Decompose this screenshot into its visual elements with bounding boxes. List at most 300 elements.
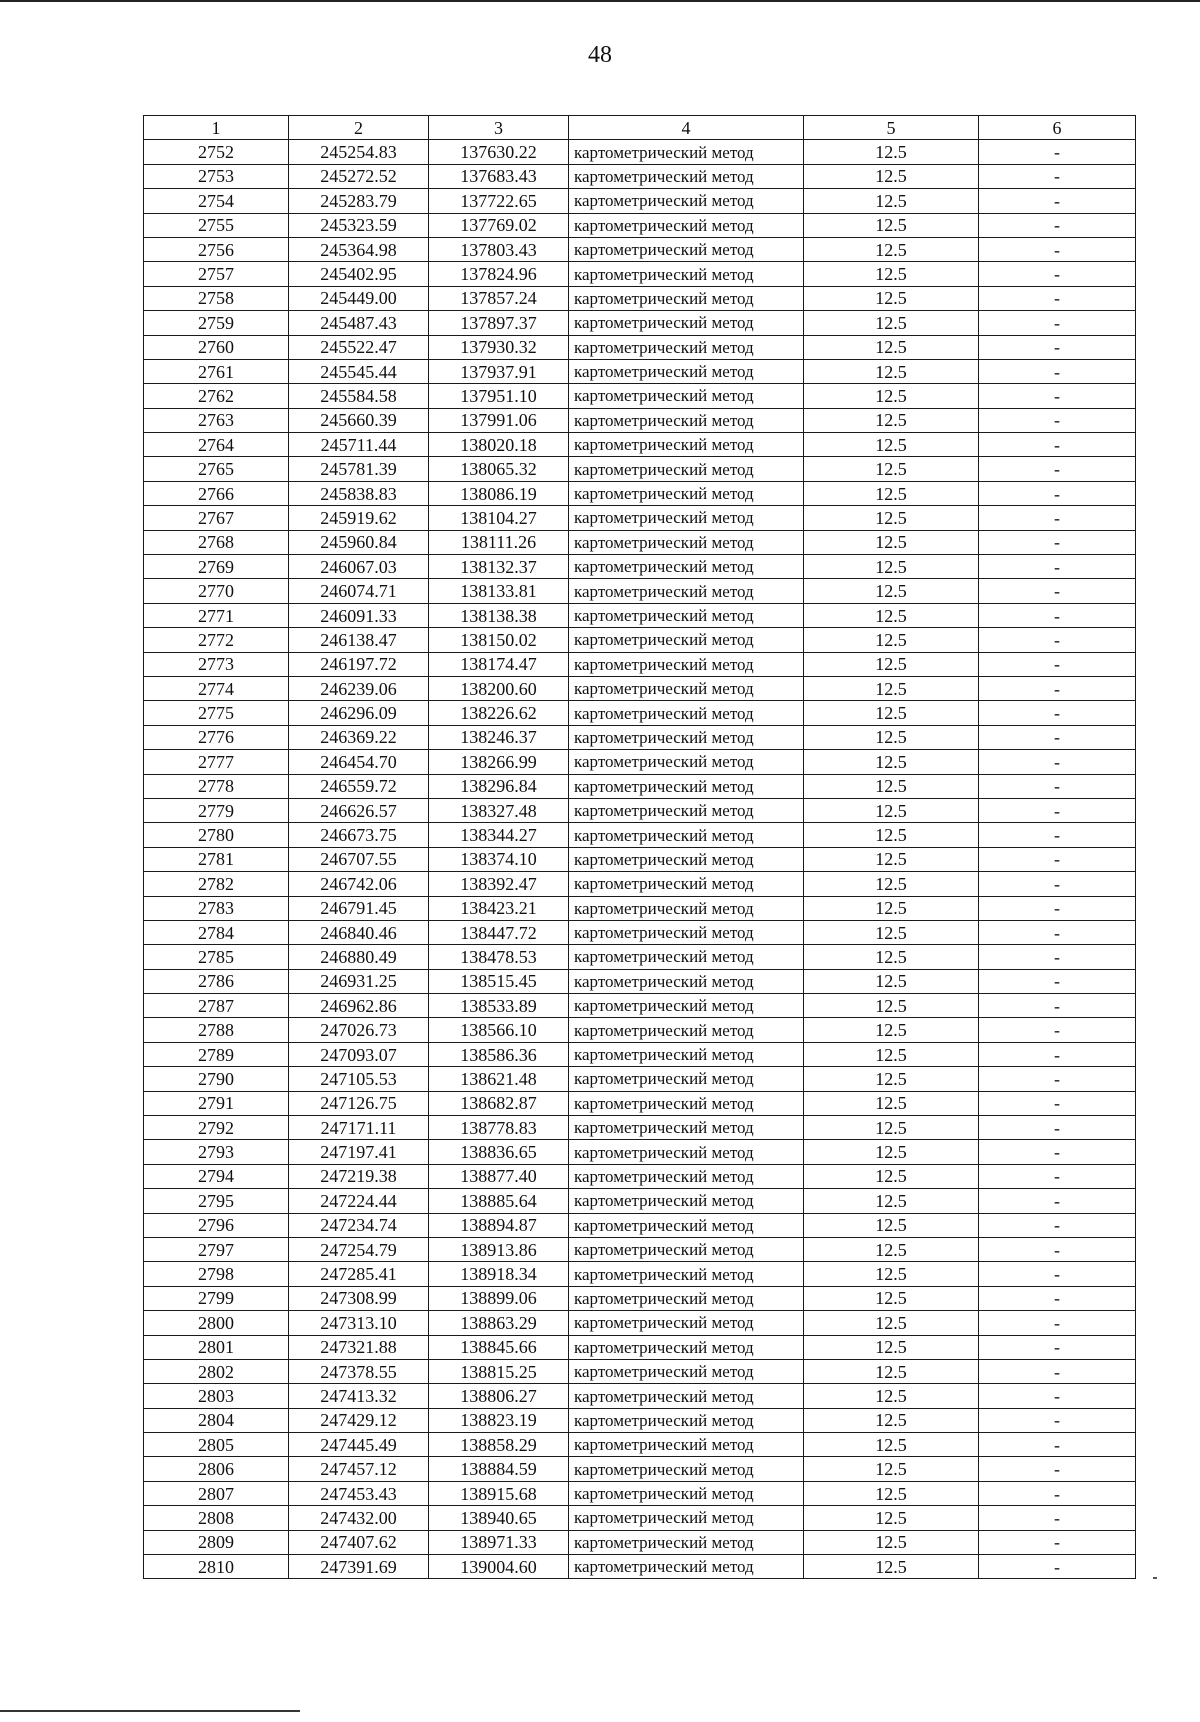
note-cell: - <box>979 213 1136 237</box>
table-row <box>144 920 1136 944</box>
table-row <box>144 189 1136 213</box>
bottom-rule <box>0 1710 300 1712</box>
point-number-cell: 2765 <box>144 457 289 481</box>
note-cell: - <box>979 725 1136 749</box>
note-cell: - <box>979 1237 1136 1261</box>
y-coordinate-cell: 138327.48 <box>429 798 569 822</box>
y-coordinate-cell: 138132.37 <box>429 555 569 579</box>
x-coordinate-cell: 246369.22 <box>289 725 429 749</box>
y-coordinate-cell: 138423.21 <box>429 896 569 920</box>
header-cell: 3 <box>429 116 569 140</box>
point-number-cell: 2762 <box>144 384 289 408</box>
method-cell: картометрический метод <box>569 481 804 505</box>
note-cell: - <box>979 750 1136 774</box>
accuracy-cell: 12.5 <box>804 1042 979 1066</box>
point-number-cell: 2777 <box>144 750 289 774</box>
accuracy-cell: 12.5 <box>804 189 979 213</box>
table-row <box>144 628 1136 652</box>
method-cell: картометрический метод <box>569 189 804 213</box>
y-coordinate-cell: 138138.38 <box>429 603 569 627</box>
x-coordinate-cell: 247285.41 <box>289 1262 429 1286</box>
note-cell: - <box>979 1067 1136 1091</box>
x-coordinate-cell: 247093.07 <box>289 1042 429 1066</box>
accuracy-cell: 12.5 <box>804 701 979 725</box>
note-cell: - <box>979 1384 1136 1408</box>
y-coordinate-cell: 138515.45 <box>429 969 569 993</box>
x-coordinate-cell: 246880.49 <box>289 945 429 969</box>
x-coordinate-cell: 246067.03 <box>289 555 429 579</box>
table-row <box>144 1433 1136 1457</box>
table-row <box>144 676 1136 700</box>
point-number-cell: 2773 <box>144 652 289 676</box>
accuracy-cell: 12.5 <box>804 1335 979 1359</box>
x-coordinate-cell: 245283.79 <box>289 189 429 213</box>
x-coordinate-cell: 247445.49 <box>289 1433 429 1457</box>
note-cell: - <box>979 652 1136 676</box>
y-coordinate-cell: 138885.64 <box>429 1189 569 1213</box>
point-number-cell: 2781 <box>144 847 289 871</box>
header-cell: 2 <box>289 116 429 140</box>
x-coordinate-cell: 246840.46 <box>289 920 429 944</box>
y-coordinate-cell: 138447.72 <box>429 920 569 944</box>
note-cell: - <box>979 237 1136 261</box>
x-coordinate-cell: 247313.10 <box>289 1311 429 1335</box>
table-row <box>144 823 1136 847</box>
method-cell: картометрический метод <box>569 1237 804 1261</box>
table-row <box>144 872 1136 896</box>
y-coordinate-cell: 137951.10 <box>429 384 569 408</box>
table-row <box>144 1018 1136 1042</box>
accuracy-cell: 12.5 <box>804 1384 979 1408</box>
note-cell: - <box>979 872 1136 896</box>
method-cell: картометрический метод <box>569 969 804 993</box>
y-coordinate-cell: 137769.02 <box>429 213 569 237</box>
accuracy-cell: 12.5 <box>804 140 979 164</box>
point-number-cell: 2809 <box>144 1530 289 1554</box>
note-cell: - <box>979 262 1136 286</box>
y-coordinate-cell: 137683.43 <box>429 164 569 188</box>
method-cell: картометрический метод <box>569 1213 804 1237</box>
y-coordinate-cell: 138621.48 <box>429 1067 569 1091</box>
table-row <box>144 1408 1136 1432</box>
point-number-cell: 2792 <box>144 1116 289 1140</box>
table-row <box>144 359 1136 383</box>
note-cell: - <box>979 994 1136 1018</box>
note-cell: - <box>979 701 1136 725</box>
method-cell: картометрический метод <box>569 1140 804 1164</box>
note-cell: - <box>979 1018 1136 1042</box>
accuracy-cell: 12.5 <box>804 920 979 944</box>
point-number-cell: 2790 <box>144 1067 289 1091</box>
method-cell: картометрический метод <box>569 555 804 579</box>
top-rule <box>0 0 1200 2</box>
x-coordinate-cell: 246138.47 <box>289 628 429 652</box>
y-coordinate-cell: 138566.10 <box>429 1018 569 1042</box>
accuracy-cell: 12.5 <box>804 1164 979 1188</box>
table-header-row <box>144 116 1136 140</box>
point-number-cell: 2783 <box>144 896 289 920</box>
note-cell: - <box>979 676 1136 700</box>
x-coordinate-cell: 247171.11 <box>289 1116 429 1140</box>
method-cell: картометрический метод <box>569 920 804 944</box>
x-coordinate-cell: 245584.58 <box>289 384 429 408</box>
point-number-cell: 2760 <box>144 335 289 359</box>
accuracy-cell: 12.5 <box>804 1506 979 1530</box>
table-row <box>144 1555 1136 1579</box>
table-row <box>144 530 1136 554</box>
accuracy-cell: 12.5 <box>804 506 979 530</box>
method-cell: картометрический метод <box>569 774 804 798</box>
note-cell: - <box>979 1311 1136 1335</box>
table-row <box>144 164 1136 188</box>
note-cell: - <box>979 1457 1136 1481</box>
note-cell: - <box>979 798 1136 822</box>
note-cell: - <box>979 311 1136 335</box>
note-cell: - <box>979 896 1136 920</box>
scan-mark <box>1153 1577 1157 1579</box>
y-coordinate-cell: 138111.26 <box>429 530 569 554</box>
method-cell: картометрический метод <box>569 1091 804 1115</box>
x-coordinate-cell: 245449.00 <box>289 286 429 310</box>
header-cell: 6 <box>979 116 1136 140</box>
y-coordinate-cell: 139004.60 <box>429 1555 569 1579</box>
y-coordinate-cell: 138374.10 <box>429 847 569 871</box>
x-coordinate-cell: 247308.99 <box>289 1286 429 1310</box>
y-coordinate-cell: 138899.06 <box>429 1286 569 1310</box>
method-cell: картометрический метод <box>569 262 804 286</box>
table-row <box>144 603 1136 627</box>
note-cell: - <box>979 140 1136 164</box>
note-cell: - <box>979 189 1136 213</box>
y-coordinate-cell: 138940.65 <box>429 1506 569 1530</box>
method-cell: картометрический метод <box>569 237 804 261</box>
note-cell: - <box>979 1555 1136 1579</box>
accuracy-cell: 12.5 <box>804 311 979 335</box>
note-cell: - <box>979 164 1136 188</box>
accuracy-cell: 12.5 <box>804 213 979 237</box>
x-coordinate-cell: 247429.12 <box>289 1408 429 1432</box>
accuracy-cell: 12.5 <box>804 1311 979 1335</box>
point-number-cell: 2806 <box>144 1457 289 1481</box>
method-cell: картометрический метод <box>569 384 804 408</box>
point-number-cell: 2766 <box>144 481 289 505</box>
note-cell: - <box>979 603 1136 627</box>
note-cell: - <box>979 1335 1136 1359</box>
table-row <box>144 286 1136 310</box>
note-cell: - <box>979 1286 1136 1310</box>
accuracy-cell: 12.5 <box>804 823 979 847</box>
table-row <box>144 725 1136 749</box>
point-number-cell: 2793 <box>144 1140 289 1164</box>
y-coordinate-cell: 138913.86 <box>429 1237 569 1261</box>
table-row <box>144 1506 1136 1530</box>
accuracy-cell: 12.5 <box>804 530 979 554</box>
y-coordinate-cell: 138533.89 <box>429 994 569 1018</box>
y-coordinate-cell: 137824.96 <box>429 262 569 286</box>
note-cell: - <box>979 1408 1136 1432</box>
page-number: 48 <box>588 42 612 68</box>
point-number-cell: 2776 <box>144 725 289 749</box>
point-number-cell: 2763 <box>144 408 289 432</box>
table-row <box>144 1359 1136 1383</box>
x-coordinate-cell: 246074.71 <box>289 579 429 603</box>
y-coordinate-cell: 137897.37 <box>429 311 569 335</box>
note-cell: - <box>979 433 1136 457</box>
accuracy-cell: 12.5 <box>804 1140 979 1164</box>
note-cell: - <box>979 1042 1136 1066</box>
method-cell: картометрический метод <box>569 359 804 383</box>
accuracy-cell: 12.5 <box>804 1408 979 1432</box>
method-cell: картометрический метод <box>569 311 804 335</box>
method-cell: картометрический метод <box>569 1433 804 1457</box>
table-row <box>144 847 1136 871</box>
point-number-cell: 2791 <box>144 1091 289 1115</box>
point-number-cell: 2754 <box>144 189 289 213</box>
y-coordinate-cell: 138200.60 <box>429 676 569 700</box>
table-row <box>144 433 1136 457</box>
note-cell: - <box>979 335 1136 359</box>
table-row <box>144 1286 1136 1310</box>
point-number-cell: 2779 <box>144 798 289 822</box>
table-row <box>144 457 1136 481</box>
note-cell: - <box>979 359 1136 383</box>
table-row <box>144 579 1136 603</box>
point-number-cell: 2787 <box>144 994 289 1018</box>
x-coordinate-cell: 246791.45 <box>289 896 429 920</box>
y-coordinate-cell: 138823.19 <box>429 1408 569 1432</box>
method-cell: картометрический метод <box>569 530 804 554</box>
point-number-cell: 2794 <box>144 1164 289 1188</box>
table-row <box>144 701 1136 725</box>
table-row <box>144 896 1136 920</box>
x-coordinate-cell: 245919.62 <box>289 506 429 530</box>
x-coordinate-cell: 247413.32 <box>289 1384 429 1408</box>
table-row <box>144 1091 1136 1115</box>
note-cell: - <box>979 1091 1136 1115</box>
point-number-cell: 2799 <box>144 1286 289 1310</box>
accuracy-cell: 12.5 <box>804 652 979 676</box>
note-cell: - <box>979 530 1136 554</box>
table-row <box>144 384 1136 408</box>
table-row <box>144 1335 1136 1359</box>
x-coordinate-cell: 246707.55 <box>289 847 429 871</box>
note-cell: - <box>979 1213 1136 1237</box>
x-coordinate-cell: 246931.25 <box>289 969 429 993</box>
accuracy-cell: 12.5 <box>804 798 979 822</box>
y-coordinate-cell: 137937.91 <box>429 359 569 383</box>
table-row <box>144 262 1136 286</box>
method-cell: картометрический метод <box>569 1384 804 1408</box>
note-cell: - <box>979 555 1136 579</box>
note-cell: - <box>979 1433 1136 1457</box>
coordinates-table <box>143 115 1136 1579</box>
accuracy-cell: 12.5 <box>804 457 979 481</box>
x-coordinate-cell: 245838.83 <box>289 481 429 505</box>
x-coordinate-cell: 246559.72 <box>289 774 429 798</box>
accuracy-cell: 12.5 <box>804 1116 979 1140</box>
method-cell: картометрический метод <box>569 945 804 969</box>
accuracy-cell: 12.5 <box>804 408 979 432</box>
method-cell: картометрический метод <box>569 1457 804 1481</box>
table-row <box>144 1481 1136 1505</box>
x-coordinate-cell: 247219.38 <box>289 1164 429 1188</box>
point-number-cell: 2758 <box>144 286 289 310</box>
table-row <box>144 1116 1136 1140</box>
point-number-cell: 2785 <box>144 945 289 969</box>
accuracy-cell: 12.5 <box>804 1213 979 1237</box>
x-coordinate-cell: 247453.43 <box>289 1481 429 1505</box>
method-cell: картометрический метод <box>569 1018 804 1042</box>
x-coordinate-cell: 245487.43 <box>289 311 429 335</box>
method-cell: картометрический метод <box>569 750 804 774</box>
table-row <box>144 774 1136 798</box>
method-cell: картометрический метод <box>569 725 804 749</box>
y-coordinate-cell: 138086.19 <box>429 481 569 505</box>
note-cell: - <box>979 847 1136 871</box>
y-coordinate-cell: 138226.62 <box>429 701 569 725</box>
header-cell: 1 <box>144 116 289 140</box>
accuracy-cell: 12.5 <box>804 481 979 505</box>
table-row <box>144 1457 1136 1481</box>
method-cell: картометрический метод <box>569 408 804 432</box>
point-number-cell: 2771 <box>144 603 289 627</box>
accuracy-cell: 12.5 <box>804 1530 979 1554</box>
y-coordinate-cell: 137630.22 <box>429 140 569 164</box>
accuracy-cell: 12.5 <box>804 1237 979 1261</box>
method-cell: картометрический метод <box>569 798 804 822</box>
point-number-cell: 2775 <box>144 701 289 725</box>
point-number-cell: 2756 <box>144 237 289 261</box>
y-coordinate-cell: 138065.32 <box>429 457 569 481</box>
table-row <box>144 555 1136 579</box>
method-cell: картометрический метод <box>569 1481 804 1505</box>
method-cell: картометрический метод <box>569 1067 804 1091</box>
table-row <box>144 1164 1136 1188</box>
accuracy-cell: 12.5 <box>804 1067 979 1091</box>
table-row <box>144 237 1136 261</box>
y-coordinate-cell: 138918.34 <box>429 1262 569 1286</box>
y-coordinate-cell: 138778.83 <box>429 1116 569 1140</box>
accuracy-cell: 12.5 <box>804 1359 979 1383</box>
note-cell: - <box>979 920 1136 944</box>
accuracy-cell: 12.5 <box>804 1433 979 1457</box>
accuracy-cell: 12.5 <box>804 335 979 359</box>
point-number-cell: 2768 <box>144 530 289 554</box>
point-number-cell: 2755 <box>144 213 289 237</box>
point-number-cell: 2752 <box>144 140 289 164</box>
method-cell: картометрический метод <box>569 164 804 188</box>
method-cell: картометрический метод <box>569 1335 804 1359</box>
method-cell: картометрический метод <box>569 1555 804 1579</box>
point-number-cell: 2772 <box>144 628 289 652</box>
table-row <box>144 1067 1136 1091</box>
x-coordinate-cell: 245272.52 <box>289 164 429 188</box>
y-coordinate-cell: 137803.43 <box>429 237 569 261</box>
x-coordinate-cell: 245364.98 <box>289 237 429 261</box>
point-number-cell: 2795 <box>144 1189 289 1213</box>
x-coordinate-cell: 247432.00 <box>289 1506 429 1530</box>
y-coordinate-cell: 138586.36 <box>429 1042 569 1066</box>
note-cell: - <box>979 1189 1136 1213</box>
accuracy-cell: 12.5 <box>804 1189 979 1213</box>
table-body <box>144 116 1136 1579</box>
x-coordinate-cell: 246239.06 <box>289 676 429 700</box>
point-number-cell: 2789 <box>144 1042 289 1066</box>
x-coordinate-cell: 245323.59 <box>289 213 429 237</box>
note-cell: - <box>979 969 1136 993</box>
point-number-cell: 2808 <box>144 1506 289 1530</box>
table-row <box>144 1384 1136 1408</box>
accuracy-cell: 12.5 <box>804 969 979 993</box>
table-row <box>144 1189 1136 1213</box>
point-number-cell: 2788 <box>144 1018 289 1042</box>
y-coordinate-cell: 138845.66 <box>429 1335 569 1359</box>
method-cell: картометрический метод <box>569 1189 804 1213</box>
table-row <box>144 1237 1136 1261</box>
note-cell: - <box>979 1164 1136 1188</box>
x-coordinate-cell: 245960.84 <box>289 530 429 554</box>
y-coordinate-cell: 138174.47 <box>429 652 569 676</box>
method-cell: картометрический метод <box>569 1359 804 1383</box>
point-number-cell: 2801 <box>144 1335 289 1359</box>
method-cell: картометрический метод <box>569 823 804 847</box>
x-coordinate-cell: 245522.47 <box>289 335 429 359</box>
note-cell: - <box>979 506 1136 530</box>
accuracy-cell: 12.5 <box>804 579 979 603</box>
point-number-cell: 2784 <box>144 920 289 944</box>
method-cell: картометрический метод <box>569 896 804 920</box>
x-coordinate-cell: 247126.75 <box>289 1091 429 1115</box>
x-coordinate-cell: 247234.74 <box>289 1213 429 1237</box>
x-coordinate-cell: 247254.79 <box>289 1237 429 1261</box>
x-coordinate-cell: 246673.75 <box>289 823 429 847</box>
y-coordinate-cell: 138884.59 <box>429 1457 569 1481</box>
y-coordinate-cell: 138104.27 <box>429 506 569 530</box>
accuracy-cell: 12.5 <box>804 237 979 261</box>
point-number-cell: 2761 <box>144 359 289 383</box>
point-number-cell: 2807 <box>144 1481 289 1505</box>
method-cell: картометрический метод <box>569 603 804 627</box>
note-cell: - <box>979 945 1136 969</box>
accuracy-cell: 12.5 <box>804 628 979 652</box>
method-cell: картометрический метод <box>569 140 804 164</box>
accuracy-cell: 12.5 <box>804 1481 979 1505</box>
table-row <box>144 969 1136 993</box>
note-cell: - <box>979 774 1136 798</box>
accuracy-cell: 12.5 <box>804 1286 979 1310</box>
y-coordinate-cell: 137857.24 <box>429 286 569 310</box>
x-coordinate-cell: 247391.69 <box>289 1555 429 1579</box>
note-cell: - <box>979 1530 1136 1554</box>
table-row <box>144 335 1136 359</box>
method-cell: картометрический метод <box>569 1116 804 1140</box>
method-cell: картометрический метод <box>569 1286 804 1310</box>
point-number-cell: 2782 <box>144 872 289 896</box>
method-cell: картометрический метод <box>569 1164 804 1188</box>
method-cell: картометрический метод <box>569 1311 804 1335</box>
note-cell: - <box>979 384 1136 408</box>
note-cell: - <box>979 286 1136 310</box>
x-coordinate-cell: 246091.33 <box>289 603 429 627</box>
table-row <box>144 1530 1136 1554</box>
y-coordinate-cell: 138836.65 <box>429 1140 569 1164</box>
note-cell: - <box>979 823 1136 847</box>
note-cell: - <box>979 1262 1136 1286</box>
table-row <box>144 1042 1136 1066</box>
y-coordinate-cell: 138344.27 <box>429 823 569 847</box>
note-cell: - <box>979 1116 1136 1140</box>
accuracy-cell: 12.5 <box>804 1555 979 1579</box>
